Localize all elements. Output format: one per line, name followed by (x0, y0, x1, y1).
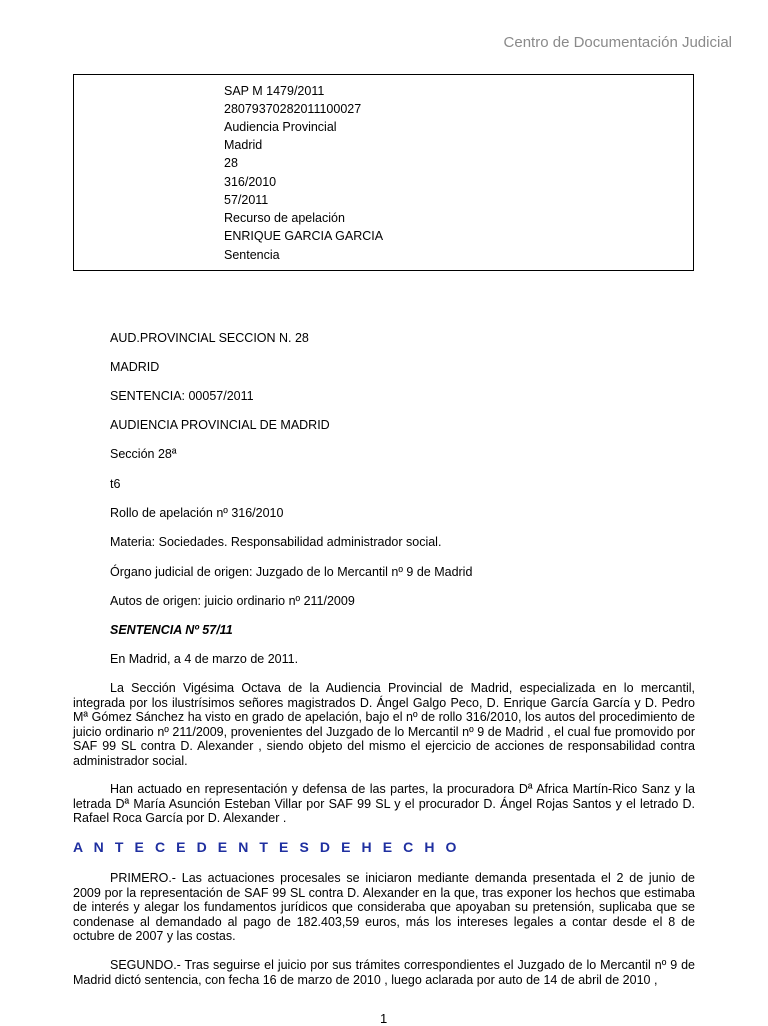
sentencia-number-line: SENTENCIA: 00057/2011 (110, 389, 254, 403)
date-line: En Madrid, a 4 de marzo de 2011. (110, 652, 299, 666)
code-line: t6 (110, 477, 121, 491)
metadata-value: Madrid (224, 138, 263, 152)
subject-line: Materia: Sociedades. Responsabilidad administrador social. (110, 535, 442, 549)
metadata-value: ENRIQUE GARCIA GARCIA (224, 229, 384, 243)
metadata-value: Recurso de apelación (224, 211, 345, 225)
sentencia-title: SENTENCIA Nº 57/11 (110, 623, 233, 637)
antecedentes-heading: A N T E C E D E N T E S D E H E C H O (73, 839, 461, 855)
intro-paragraph: La Sección Vigésima Octava de la Audiencia Provincial de Madrid, especializada en lo mercantil, integrada por los ilustrísimos señores magistrados D. Ángel Galgo Peco, D. Enrique García García y D. Pedro Mª Gómez Sánchez ha visto en grado de apelación, bajo el nº de rollo 316/2010, los autos del procedimiento de juicio ordinario nº 211/2009, provenientes del Juzgado de lo Mercantil nº 9 de Madrid , el cual fue promovido por SAF 99 SL contra D. Alexander , siendo objeto del mismo el ejercicio de acciones de responsabilidad contra administrador social. (73, 681, 695, 768)
section-line: Sección 28ª (110, 447, 177, 461)
page-number: 1 (380, 1011, 388, 1026)
antecedente-primero: PRIMERO.- Las actuaciones procesales se iniciaron mediante demanda presentada el 2 de junio de 2009 por la representación de SAF 99 SL contra D. Alexander en la que, tras exponer los hechos que estimaba de interés y alegar los fundamentos jurídicos que consideraba que apoyaban su pretensión, suplicaba que se condenase al demandado al pago de 182.403,59 euros, más los intereses legales a contar desde el 8 de octubre de 2007 y las costas. (73, 871, 695, 944)
metadata-value: 316/2010 (224, 175, 277, 189)
appeal-roll-line: Rollo de apelación nº 316/2010 (110, 506, 284, 520)
court-section-line: AUD.PROVINCIAL SECCION N. 28 (110, 331, 309, 345)
document-source-header: Centro de Documentación Judicial (503, 34, 732, 51)
metadata-value: Sentencia (224, 248, 280, 262)
metadata-value: SAP M 1479/2011 (224, 84, 325, 98)
origin-case-line: Autos de origen: juicio ordinario nº 211/2009 (110, 594, 355, 608)
city-line: MADRID (110, 360, 160, 374)
antecedente-segundo: SEGUNDO.- Tras seguirse el juicio por sus trámites correspondientes el Juzgado de lo Mercantil nº 9 de Madrid dictó sentencia, con fecha 16 de marzo de 2010 , luego aclarada por auto de 14 de abril de 2010 , (73, 958, 695, 987)
court-name-line: AUDIENCIA PROVINCIAL DE MADRID (110, 418, 330, 432)
metadata-value: 57/2011 (224, 193, 269, 207)
metadata-value: 28079370282011100027 (224, 102, 362, 116)
metadata-box (73, 74, 694, 271)
metadata-value: 28 (224, 156, 238, 170)
representation-paragraph: Han actuado en representación y defensa de las partes, la procuradora Dª Africa Martín-Rico Sanz y la letrada Dª María Asunción Esteban Villar por SAF 99 SL y el procurador D. Ángel Rojas Santos y el letrado D. Rafael Roca García por D. Alexander . (73, 782, 695, 826)
metadata-value: Audiencia Provincial (224, 120, 337, 134)
origin-court-line: Órgano judicial de origen: Juzgado de lo Mercantil nº 9 de Madrid (110, 565, 473, 579)
